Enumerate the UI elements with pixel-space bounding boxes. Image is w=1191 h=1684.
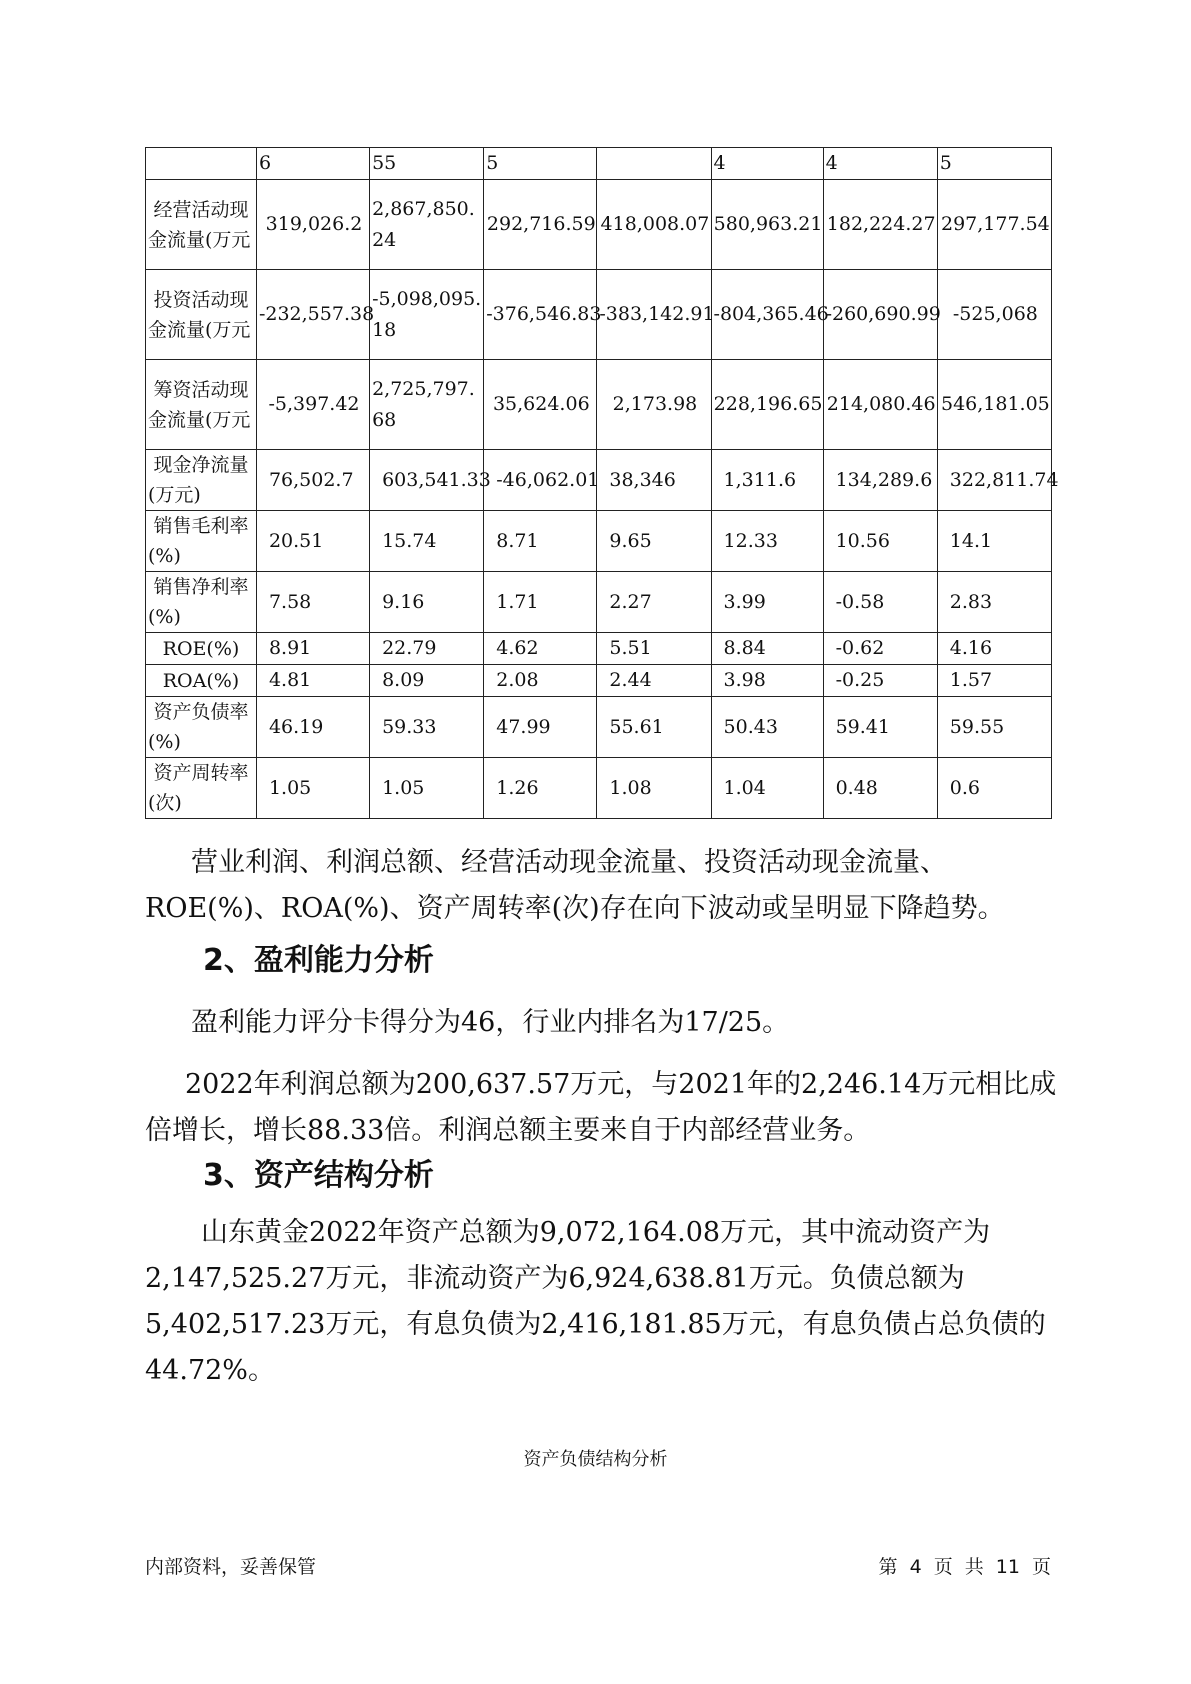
row-label-line: 经营活动现 [153, 198, 249, 221]
table-cell: 1.71 [484, 572, 597, 633]
table-cell: -0.62 [823, 633, 937, 665]
row-label [146, 180, 257, 270]
table-cell: 8.91 [256, 633, 369, 665]
summary-paragraph [145, 840, 1055, 932]
section-2-p2-line-1: 2022年利润总额为200,637.57万元，与2021年的2,246.14万元相比成 [185, 1069, 1057, 1100]
row-label-line: ROA(%) [162, 669, 240, 692]
table-cell: 322,811.74 [937, 450, 1051, 511]
table-cell: 5.51 [597, 633, 711, 665]
top-row-cell: 55 [370, 148, 484, 180]
table-cell: 603,541.33 [370, 450, 484, 511]
row-label-line: 金流量(万元 [148, 408, 251, 431]
section-2-p2-line-2: 倍增长，增长88.33倍。利润总额主要来自于内部经营业务。 [145, 1115, 871, 1146]
table-row [146, 511, 1052, 572]
table-cell: 1.05 [256, 758, 369, 819]
row-label-line: 销售毛利率 [153, 515, 249, 537]
top-row-cell: 4 [711, 148, 823, 180]
table-row [146, 665, 1052, 697]
row-label-line: 金流量(万元 [148, 228, 251, 251]
summary-line-2: ROE(%)、ROA(%)、资产周转率(次)存在向下波动或呈明显下降趋势。 [145, 893, 1005, 924]
table-cell: 59.33 [370, 697, 484, 758]
top-row-cell: 5 [484, 148, 597, 180]
table-cell: 12.33 [711, 511, 823, 572]
row-label-line: 销售净利率 [153, 576, 249, 598]
section-3-paragraph [145, 1210, 1055, 1394]
table-cell: 3.99 [711, 572, 823, 633]
row-label-line: 投资活动现 [153, 288, 249, 311]
top-row-cell: 6 [256, 148, 369, 180]
table-cell: 8.09 [370, 665, 484, 697]
table-cell: 35,624.06 [484, 360, 597, 450]
table-cell: 1.26 [484, 758, 597, 819]
row-label-line: 资产负债率 [153, 701, 249, 723]
section-3-line-3: 5,402,517.23万元，有息负债为2,416,181.85万元，有息负债占总负债的 [145, 1309, 1046, 1340]
table-cell: 47.99 [484, 697, 597, 758]
table-cell: 15.74 [370, 511, 484, 572]
table-cell: 1.57 [937, 665, 1051, 697]
table-cell: 3.98 [711, 665, 823, 697]
footer-left: 内部资料，妥善保管 [145, 1556, 317, 1578]
table-cell: 59.41 [823, 697, 937, 758]
table-cell: 319,026.2 [256, 180, 369, 270]
table-cell: 418,008.07 [597, 180, 711, 270]
table-cell: 50.43 [711, 697, 823, 758]
top-row-cell: 4 [823, 148, 937, 180]
table-row [146, 270, 1052, 360]
row-label-line: 资产周转率 [153, 762, 249, 784]
table-cell: -804,365.46 [711, 270, 823, 360]
table-cell: 2.44 [597, 665, 711, 697]
table-row [146, 697, 1052, 758]
table-cell: 546,181.05 [937, 360, 1051, 450]
table-cell: 9.16 [370, 572, 484, 633]
table-cell: 46.19 [256, 697, 369, 758]
row-label-line: ROE(%) [162, 637, 240, 660]
row-label-line: 筹资活动现 [153, 378, 249, 401]
table-row [146, 572, 1052, 633]
row-label-line: (%) [148, 731, 181, 753]
table-cell: 20.51 [256, 511, 369, 572]
row-label-line: 金流量(万元 [148, 318, 251, 341]
table-cell: 1,311.6 [711, 450, 823, 511]
table-cell: -383,142.91 [597, 270, 711, 360]
summary-line-1: 营业利润、利润总额、经营活动现金流量、投资活动现金流量、 [191, 847, 947, 878]
row-label [146, 511, 257, 572]
table-cell: 292,716.59 [484, 180, 597, 270]
table-cell: 2.83 [937, 572, 1051, 633]
table-cell: 2,867,850.24 [370, 180, 484, 270]
section-2-heading: 2、盈利能力分析 [203, 943, 434, 978]
table-cell: 4.81 [256, 665, 369, 697]
row-label-line: (%) [148, 545, 181, 567]
table-cell: 2,173.98 [597, 360, 711, 450]
table-cell: 4.16 [937, 633, 1051, 665]
footer-page-number: 第 4 页 共 11 页 [878, 1556, 1051, 1578]
top-row-cell [597, 148, 711, 180]
table-cell: 214,080.46 [823, 360, 937, 450]
row-label-line: (万元) [148, 484, 201, 506]
table-cell: 228,196.65 [711, 360, 823, 450]
table-cell: -0.25 [823, 665, 937, 697]
table-cell: -525,068 [937, 270, 1051, 360]
table-cell: -5,098,095.18 [370, 270, 484, 360]
table-cell: 38,346 [597, 450, 711, 511]
table-cell: -260,690.99 [823, 270, 937, 360]
table-cell: 2,725,797.68 [370, 360, 484, 450]
table-cell: 59.55 [937, 697, 1051, 758]
table-cell: 0.48 [823, 758, 937, 819]
table-row [146, 758, 1052, 819]
row-label [146, 270, 257, 360]
table-cell: 4.62 [484, 633, 597, 665]
row-label [146, 758, 257, 819]
table-cell: 9.65 [597, 511, 711, 572]
table-top-row [146, 148, 1052, 180]
section-3-line-1: 山东黄金2022年资产总额为9,072,164.08万元，其中流动资产为 [201, 1217, 991, 1248]
row-label [146, 450, 257, 511]
financial-table [145, 147, 1059, 819]
table-cell: 1.08 [597, 758, 711, 819]
table-cell: 8.84 [711, 633, 823, 665]
section-2-paragraph-1 [145, 1000, 1055, 1046]
table-cell: 10.56 [823, 511, 937, 572]
top-row-cell: 5 [937, 148, 1051, 180]
table-cell: 8.71 [484, 511, 597, 572]
table-cell: 182,224.27 [823, 180, 937, 270]
table-row [146, 360, 1052, 450]
table-cell: 1.04 [711, 758, 823, 819]
table-row [146, 633, 1052, 665]
row-label-line: (次) [148, 792, 182, 814]
section-3-line-4: 44.72%。 [145, 1355, 275, 1386]
section-3-line-2: 2,147,525.27万元，非流动资产为6,924,638.81万元。负债总额为 [145, 1263, 965, 1294]
table-cell: -5,397.42 [256, 360, 369, 450]
row-label [146, 697, 257, 758]
section-2-p1: 盈利能力评分卡得分为46，行业内排名为17/25。 [191, 1007, 790, 1038]
top-row-cell [146, 148, 257, 180]
table-row [146, 180, 1052, 270]
table-cell: -46,062.01 [484, 450, 597, 511]
row-label [146, 665, 257, 697]
table-cell: 7.58 [256, 572, 369, 633]
row-label [146, 360, 257, 450]
table-cell: 580,963.21 [711, 180, 823, 270]
row-label [146, 633, 257, 665]
table-cell: 134,289.6 [823, 450, 937, 511]
table-cell: 1.05 [370, 758, 484, 819]
table-cell: -232,557.38 [256, 270, 369, 360]
table-cell: 55.61 [597, 697, 711, 758]
table-cell: 14.1 [937, 511, 1051, 572]
figure-caption: 资产负债结构分析 [523, 1449, 668, 1470]
section-3-heading: 3、资产结构分析 [203, 1158, 434, 1193]
row-label-line: 现金净流量 [153, 454, 249, 476]
table-cell: 2.27 [597, 572, 711, 633]
section-2-paragraph-2 [145, 1062, 1055, 1154]
table-cell: -376,546.83 [484, 270, 597, 360]
table-row [146, 450, 1052, 511]
table-cell: 0.6 [937, 758, 1051, 819]
row-label-line: (%) [148, 606, 181, 628]
table-cell: 2.08 [484, 665, 597, 697]
row-label [146, 572, 257, 633]
table-cell: 297,177.54 [937, 180, 1051, 270]
table-cell: 76,502.7 [256, 450, 369, 511]
table-cell: -0.58 [823, 572, 937, 633]
table-cell: 22.79 [370, 633, 484, 665]
